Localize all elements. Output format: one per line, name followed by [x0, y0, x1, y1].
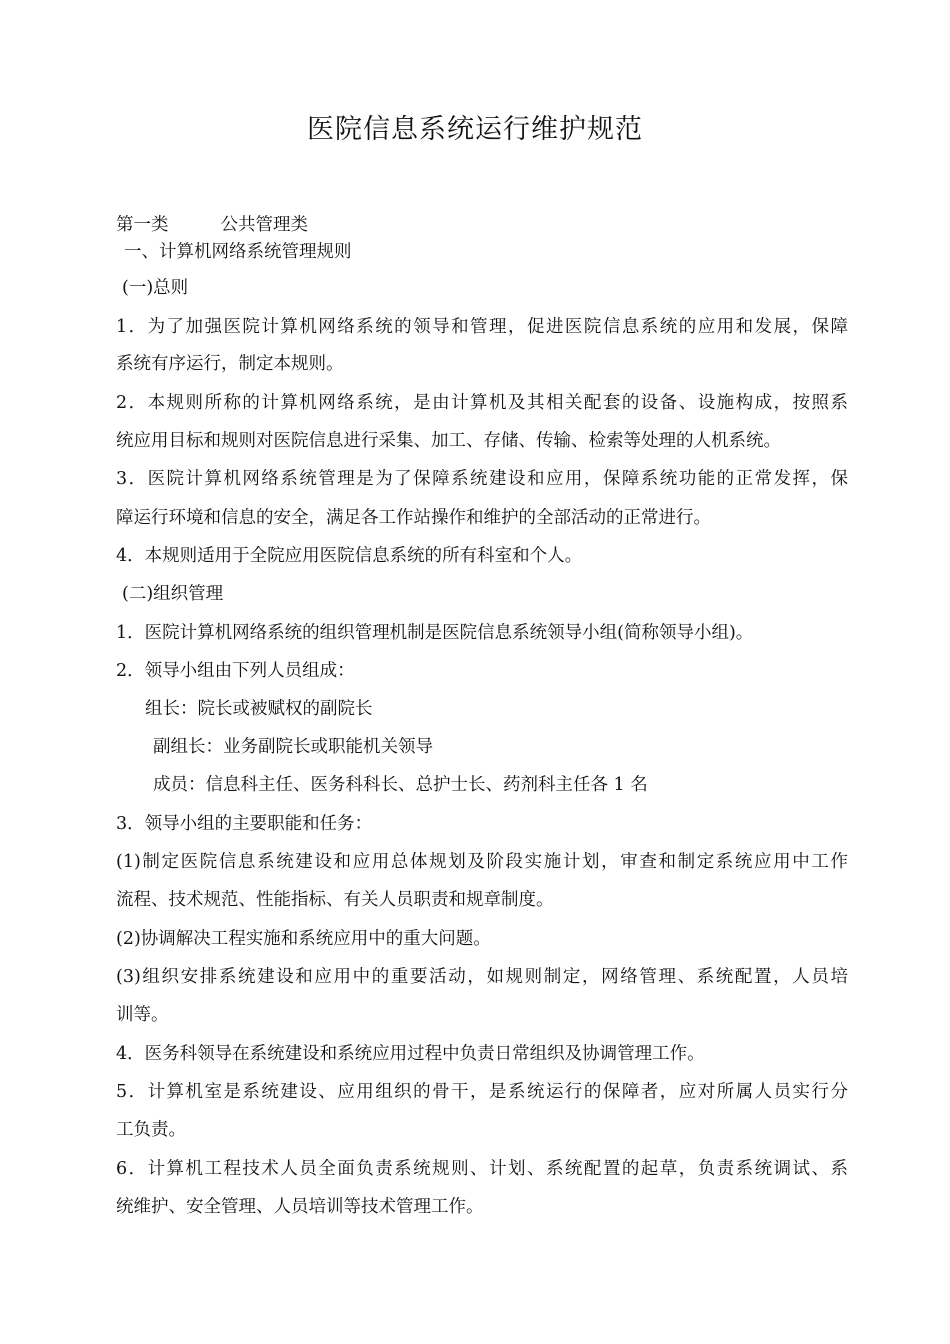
paragraph-line: 统维护、安全管理、人员培训等技术管理工作。 [116, 1197, 484, 1217]
paragraph-line: (2)协调解决工程实施和系统应用中的重大问题。 [116, 929, 491, 949]
paragraph-line: 流程、技术规范、性能指标、有关人员职责和规章制度。 [116, 890, 554, 910]
paragraph-line: 4．本规则适用于全院应用医院信息系统的所有科室和个人。 [116, 546, 583, 566]
member-line: 成员：信息科主任、医务科科长、总护士长、药剂科主任各 1 名 [153, 775, 648, 795]
document-title: 医院信息系统运行维护规范 [307, 114, 643, 145]
paragraph-line: 障运行环境和信息的安全，满足各工作站操作和维护的全部活动的正常进行。 [116, 508, 711, 528]
category-label: 第一类 [116, 215, 169, 235]
subsection-heading: (二)组织管理 [122, 584, 224, 604]
paragraph-line: 6．计算机工程技术人员全面负责系统规则、计划、系统配置的起草，负责系统调试、系 [116, 1159, 848, 1179]
paragraph-line: 1．医院计算机网络系统的组织管理机制是医院信息系统领导小组(简称领导小组)。 [116, 623, 754, 643]
member-line: 组长：院长或被赋权的副院长 [145, 699, 373, 719]
paragraph-line: 2．领导小组由下列人员组成： [116, 661, 355, 681]
category-name: 公共管理类 [220, 215, 308, 235]
paragraph-line: 系统有序运行，制定本规则。 [116, 354, 344, 374]
category-heading [116, 212, 856, 238]
paragraph-line: 1．为了加强医院计算机网络系统的领导和管理，促进医院信息系统的应用和发展，保障 [116, 317, 848, 337]
paragraph-line: 5．计算机室是系统建设、应用组织的骨干，是系统运行的保障者，应对所属人员实行分 [116, 1082, 848, 1102]
paragraph-line: (3)组织安排系统建设和应用中的重要活动，如规则制定，网络管理、系统配置，人员培 [116, 967, 848, 987]
paragraph-line: 2．本规则所称的计算机网络系统，是由计算机及其相关配套的设备、设施构成，按照系 [116, 393, 848, 413]
paragraph-line: (1)制定医院信息系统建设和应用总体规划及阶段实施计划，审查和制定系统应用中工作 [116, 852, 848, 872]
subsection-heading: (一)总则 [122, 278, 189, 298]
paragraph-line: 3．领导小组的主要职能和任务： [116, 814, 373, 834]
section-heading: 一、计算机网络系统管理规则 [124, 242, 352, 262]
paragraph-line: 4．医务科领导在系统建设和系统应用过程中负责日常组织及协调管理工作。 [116, 1044, 705, 1064]
paragraph-line: 3．医院计算机网络系统管理是为了保障系统建设和应用，保障系统功能的正常发挥，保 [116, 469, 848, 489]
paragraph-line: 统应用目标和规则对医院信息进行采集、加工、存储、传输、检索等处理的人机系统。 [116, 431, 781, 451]
paragraph-line: 训等。 [116, 1005, 169, 1025]
paragraph-line: 工负责。 [116, 1120, 186, 1140]
member-line: 副组长：业务副院长或职能机关领导 [153, 737, 433, 757]
